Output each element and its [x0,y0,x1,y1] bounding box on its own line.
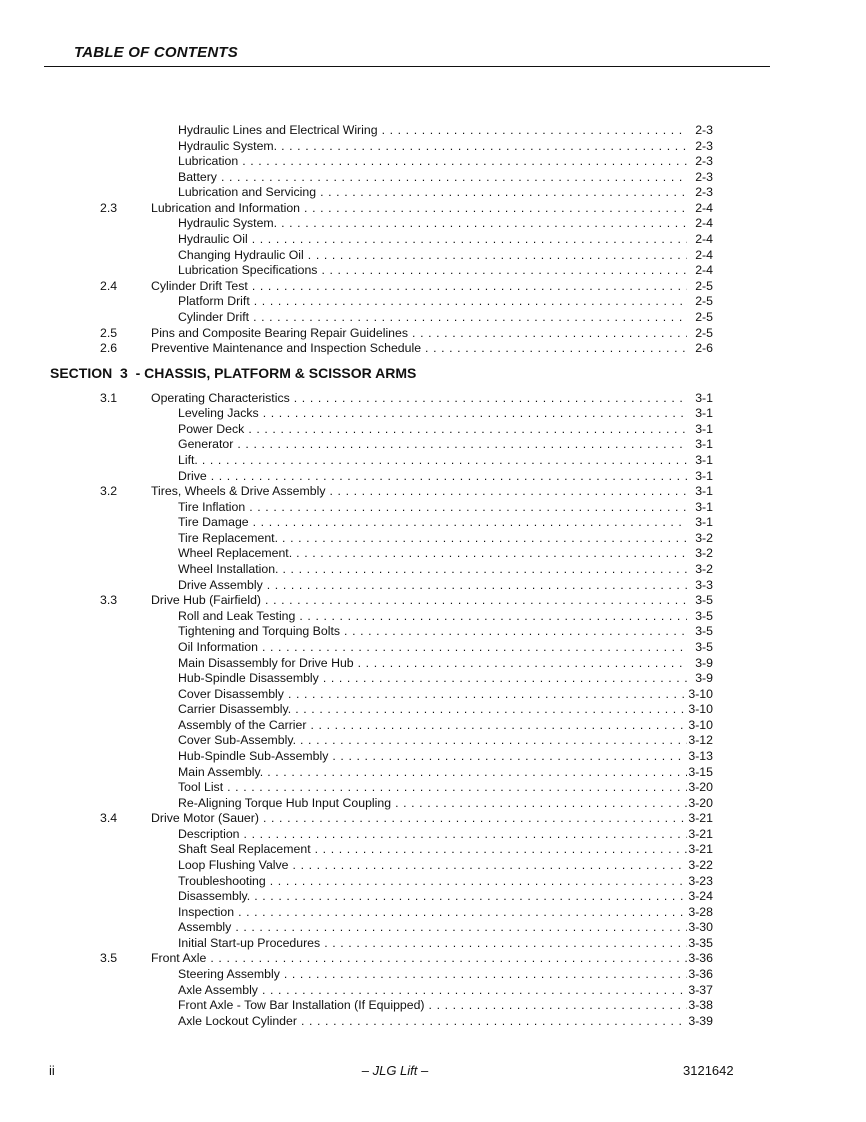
toc-entry[interactable] [0,154,866,170]
toc-entry[interactable] [0,1014,866,1030]
toc-entry-label: Cover Sub-Assembly. . . . [178,733,687,749]
toc-entry-label: Tool List . . . [178,780,687,796]
section-3-heading-row [0,357,866,391]
toc-entry-label: Axle Lockout Cylinder . . . [178,1014,687,1030]
toc-entry[interactable] [0,562,866,578]
toc-entry[interactable] [0,920,866,936]
toc-entry[interactable] [0,216,866,232]
toc-entry-page: 3-5 [695,639,713,654]
toc-entry-label: Lubrication and Servicing . . . [178,185,687,201]
footer-document-number: 3121642 [683,1063,734,1078]
toc-entry[interactable] [0,248,866,264]
toc-entry-label: Hydraulic System. . . . [178,216,687,232]
toc-entry[interactable] [0,936,866,952]
toc-entry-page: 3-36 [688,967,713,982]
toc-entry[interactable] [0,578,866,594]
toc-entry[interactable] [0,294,866,310]
toc-entry-label: Hydraulic System. . . . [178,139,687,155]
toc-entry-label: Steering Assembly . . . [178,967,687,983]
toc-entry-page: 3-5 [695,593,713,608]
toc-entry-label: Tire Damage . . . [178,515,687,531]
toc-entry[interactable] [0,687,866,703]
toc-entry[interactable] [0,780,866,796]
toc-entry[interactable] [0,310,866,326]
toc-entry-label: Drive Motor (Sauer) . . . [151,811,687,827]
toc-entry[interactable] [0,765,866,781]
toc-entry[interactable] [0,123,866,139]
toc-entry-number: 3.4 [100,811,118,826]
toc-entry-page: 2-5 [695,278,713,293]
toc-entry-page: 3-10 [688,702,713,717]
toc-entry-label: Pins and Composite Bearing Repair Guidelines . . . [151,326,687,342]
toc-entry-label: Lubrication Specifications . . . [178,263,687,279]
toc-entry[interactable] [0,201,866,217]
toc-entry[interactable] [0,671,866,687]
toc-entry[interactable] [0,422,866,438]
toc-entry-page: 3-22 [688,858,713,873]
toc-entry[interactable] [0,733,866,749]
table-of-contents [0,123,866,1029]
toc-entry[interactable] [0,453,866,469]
toc-entry-page: 3-20 [688,795,713,810]
toc-entry-label: Drive . . . [178,469,687,485]
toc-entry-page: 3-1 [695,421,713,436]
toc-entry-page: 2-3 [695,169,713,184]
toc-entry[interactable] [0,469,866,485]
toc-entry-page: 3-37 [688,982,713,997]
toc-entry-page: 3-24 [688,889,713,904]
toc-entry[interactable] [0,858,866,874]
toc-entry[interactable] [0,827,866,843]
footer-publisher: – JLG Lift – [361,1063,429,1078]
toc-entry-label: Cylinder Drift . . . [178,310,687,326]
toc-entry-page: 2-4 [695,232,713,247]
toc-entry[interactable] [0,484,866,500]
toc-entry-label: Troubleshooting . . . [178,874,687,890]
toc-entry-label: Lift. . . . [178,453,687,469]
toc-entry-page: 2-6 [695,341,713,356]
toc-entry-page: 3-35 [688,935,713,950]
toc-entry-label: Lubrication . . . [178,154,687,170]
toc-entry[interactable] [0,656,866,672]
section-heading[interactable]: SECTION 3 - CHASSIS, PLATFORM & SCISSOR ARMS [50,364,417,381]
toc-entry-label: Leveling Jacks . . . [178,406,687,422]
toc-entry-page: 2-3 [695,123,713,137]
toc-entry-page: 3-30 [688,920,713,935]
toc-entry-page: 3-1 [695,515,713,530]
toc-entry-page: 3-1 [695,499,713,514]
toc-entry[interactable] [0,998,866,1014]
toc-entry[interactable] [0,811,866,827]
toc-entry[interactable] [0,593,866,609]
toc-entry-label: Assembly of the Carrier . . . [178,718,687,734]
toc-group-section-2 [0,123,866,357]
toc-entry-page: 2-4 [695,263,713,278]
toc-entry-label: Front Axle - Tow Bar Installation (If Equipped) . . . [178,998,687,1014]
toc-entry-number: 3.3 [100,593,118,608]
toc-entry[interactable] [0,718,866,734]
toc-entry[interactable] [0,185,866,201]
toc-entry-label: Operating Characteristics . . . [151,391,687,407]
toc-entry-label: Tire Inflation . . . [178,500,687,516]
toc-entry[interactable] [0,749,866,765]
toc-entry-label: Power Deck . . . [178,422,687,438]
toc-entry[interactable] [0,341,866,357]
toc-entry-page: 3-15 [688,764,713,779]
toc-entry-page: 3-1 [695,390,713,405]
toc-entry-label: Hub-Spindle Sub-Assembly . . . [178,749,687,765]
toc-entry[interactable] [0,406,866,422]
toc-entry-label: Shaft Seal Replacement . . . [178,842,687,858]
toc-entry-number: 2.4 [100,278,118,293]
toc-entry[interactable] [0,967,866,983]
toc-entry-label: Cylinder Drift Test . . . [151,279,687,295]
toc-entry-page: 2-4 [695,216,713,231]
toc-entry[interactable] [0,437,866,453]
toc-entry[interactable] [0,546,866,562]
toc-entry-page: 3-28 [688,904,713,919]
toc-entry-label: Wheel Installation. . . . [178,562,687,578]
toc-entry[interactable] [0,796,866,812]
toc-entry[interactable] [0,842,866,858]
toc-entry-label: Loop Flushing Valve . . . [178,858,687,874]
toc-entry-label: Tightening and Torquing Bolts . . . [178,624,687,640]
toc-entry-label: Hydraulic Lines and Electrical Wiring . . . [178,123,687,139]
toc-entry-page: 2-4 [695,247,713,262]
header-divider [44,66,770,67]
toc-entry[interactable] [0,515,866,531]
toc-entry-label: Main Disassembly for Drive Hub . . . [178,656,687,672]
toc-entry-page: 3-38 [688,998,713,1013]
toc-entry-label: Hydraulic Oil . . . [178,232,687,248]
toc-entry-page: 3-2 [695,530,713,545]
toc-entry-label: Cover Disassembly . . . [178,687,687,703]
toc-entry-page: 3-21 [688,811,713,826]
toc-entry[interactable] [0,531,866,547]
toc-entry-label: Drive Hub (Fairfield) . . . [151,593,687,609]
toc-entry[interactable] [0,905,866,921]
toc-entry-number: 3.1 [100,390,118,405]
toc-entry[interactable] [0,874,866,890]
page-title: TABLE OF CONTENTS [74,44,238,61]
toc-entry[interactable] [0,170,866,186]
toc-entry-page: 3-20 [688,780,713,795]
toc-entry-page: 3-3 [695,577,713,592]
toc-entry-number: 3.5 [100,951,118,966]
toc-entry-page: 3-1 [695,406,713,421]
toc-entry[interactable] [0,326,866,342]
toc-entry-page: 3-23 [688,873,713,888]
toc-entry-number: 3.2 [100,484,118,499]
toc-entry[interactable] [0,500,866,516]
toc-entry-label: Description . . . [178,827,687,843]
toc-entry-label: Carrier Disassembly. . . . [178,702,687,718]
toc-entry[interactable] [0,279,866,295]
toc-entry-page: 2-5 [695,325,713,340]
toc-entry-page: 3-5 [695,608,713,623]
toc-entry-label: Roll and Leak Testing . . . [178,609,687,625]
toc-entry-label: Tire Replacement. . . . [178,531,687,547]
toc-entry[interactable] [0,951,866,967]
toc-entry-label: Battery . . . [178,170,687,186]
toc-entry-label: Wheel Replacement. . . . [178,546,687,562]
toc-entry-label: Axle Assembly . . . [178,983,687,999]
toc-entry-page: 3-21 [688,826,713,841]
toc-entry-page: 3-1 [695,437,713,452]
toc-entry-page: 3-9 [695,671,713,686]
toc-entry[interactable] [0,624,866,640]
toc-entry-label: Drive Assembly . . . [178,578,687,594]
toc-entry-label: Lubrication and Information . . . [151,201,687,217]
toc-entry-label: Main Assembly. . . . [178,765,687,781]
toc-entry[interactable] [0,983,866,999]
toc-entry-page: 2-3 [695,185,713,200]
toc-entry-number: 2.6 [100,341,118,356]
toc-entry-page: 3-2 [695,562,713,577]
toc-entry[interactable] [0,391,866,407]
toc-entry-page: 2-5 [695,294,713,309]
toc-entry-label: Inspection . . . [178,905,687,921]
toc-entry-page: 2-3 [695,154,713,169]
toc-entry-label: Platform Drift . . . [178,294,687,310]
toc-entry-label: Changing Hydraulic Oil . . . [178,248,687,264]
toc-entry[interactable] [0,889,866,905]
toc-entry-page: 3-9 [695,655,713,670]
toc-entry-page: 3-13 [688,748,713,763]
toc-entry-label: Hub-Spindle Disassembly . . . [178,671,687,687]
toc-entry-page: 3-1 [695,484,713,499]
toc-group-section-3 [0,391,866,1030]
toc-entry-number: 2.3 [100,200,118,215]
footer-page-number: ii [49,1063,55,1078]
toc-entry-label: Re-Aligning Torque Hub Input Coupling . . . [178,796,687,812]
toc-entry[interactable] [0,640,866,656]
toc-entry-label: Preventive Maintenance and Inspection Schedule . . . [151,341,687,357]
toc-entry-label: Generator . . . [178,437,687,453]
toc-entry[interactable] [0,702,866,718]
toc-entry-page: 3-1 [695,452,713,467]
toc-entry[interactable] [0,263,866,279]
toc-entry-page: 3-39 [688,1013,713,1028]
toc-entry[interactable] [0,139,866,155]
toc-entry[interactable] [0,232,866,248]
toc-entry-label: Disassembly. . . . [178,889,687,905]
toc-entry-number: 2.5 [100,325,118,340]
toc-entry-page: 3-36 [688,951,713,966]
toc-entry[interactable] [0,609,866,625]
toc-entry-label: Assembly . . . [178,920,687,936]
toc-entry-label: Oil Information . . . [178,640,687,656]
toc-entry-page: 3-5 [695,624,713,639]
toc-entry-page: 3-10 [688,686,713,701]
toc-entry-label: Front Axle . . . [151,951,687,967]
toc-entry-page: 2-3 [695,138,713,153]
toc-entry-page: 2-4 [695,200,713,215]
toc-entry-page: 3-12 [688,733,713,748]
toc-entry-label: Tires, Wheels & Drive Assembly . . . [151,484,687,500]
toc-entry-page: 2-5 [695,309,713,324]
toc-entry-page: 3-21 [688,842,713,857]
toc-entry-page: 3-1 [695,468,713,483]
toc-entry-page: 3-10 [688,717,713,732]
toc-entry-label: Initial Start-up Procedures . . . [178,936,687,952]
toc-entry-page: 3-2 [695,546,713,561]
